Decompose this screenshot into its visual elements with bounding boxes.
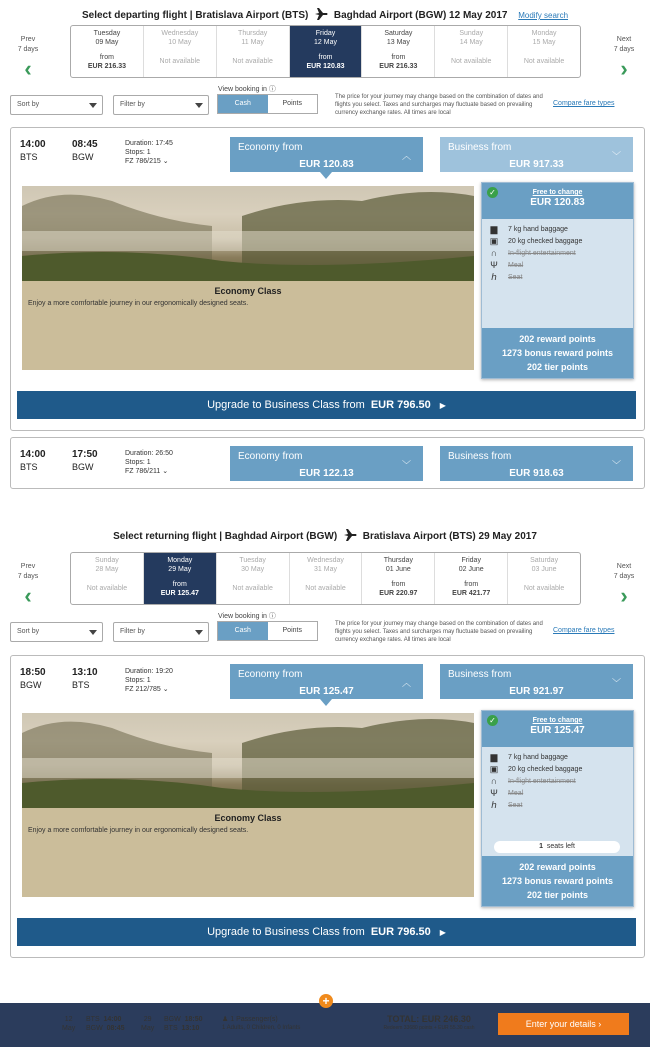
chevron-down-icon: ﹀ bbox=[401, 460, 411, 470]
date-cell: Monday 15 May Not available bbox=[523, 30, 565, 65]
economy-class-photo bbox=[22, 713, 474, 808]
economy-fare-button[interactable]: Economy from EUR 125.47 ︿ bbox=[230, 664, 423, 699]
departure-time: 14:00 BTS bbox=[20, 139, 46, 162]
feature-seat: ℎ Seat bbox=[482, 272, 633, 284]
departure-time: 14:00 BTS bbox=[20, 449, 46, 472]
filter-by-select[interactable]: Filter by bbox=[113, 622, 209, 642]
date-cell: Sunday 14 May Not available bbox=[435, 26, 508, 77]
fare-summary-panel: ✓ Free to change EUR 120.83 ▆ 7 kg hand baggage ▣ 20 kg checked baggage ∩ In-flight entertainment Ψ Meal ℎ Seat 202 reward points 1273 bonus reward points 202 tier points bbox=[481, 182, 634, 379]
prev-7-days-button[interactable]: Prev 7 days ‹ bbox=[8, 35, 48, 79]
return-date: 29 May bbox=[141, 1016, 155, 1032]
chevron-up-icon: ︿ bbox=[401, 678, 411, 688]
economy-class-box: Economy Class Enjoy a more comfortable journey in our ergonomically designed seats. bbox=[22, 808, 474, 897]
cash-toggle[interactable]: Cash bbox=[218, 95, 268, 113]
next-7-days-button[interactable]: Next 7 days › bbox=[604, 562, 644, 606]
chevron-left-icon: ‹ bbox=[24, 583, 32, 608]
economy-fare-button[interactable]: Economy from EUR 122.13 ﹀ bbox=[230, 446, 423, 481]
enter-details-button[interactable]: Enter your details › bbox=[498, 1013, 629, 1035]
check-icon: ✓ bbox=[487, 187, 498, 198]
returning-title: Select returning flight | Baghdad Airport (BGW) Bratislava Airport (BTS) 29 May 2017 bbox=[113, 531, 537, 542]
arrival-time: 17:50 BGW bbox=[72, 449, 98, 472]
economy-class-photo bbox=[22, 186, 474, 281]
chevron-left-icon: ‹ bbox=[24, 56, 32, 81]
baggage-icon: ▆ bbox=[490, 752, 498, 762]
meal-icon: Ψ bbox=[490, 788, 498, 798]
seats-left-badge: 1 seats left bbox=[494, 841, 620, 853]
chevron-down-icon: ⌄ bbox=[162, 686, 169, 693]
arrival-time: 13:10 BTS bbox=[72, 667, 98, 690]
compare-fare-types-link[interactable]: Compare fare types bbox=[553, 627, 615, 634]
caret-down-icon bbox=[195, 630, 203, 635]
outbound-date: 12 May bbox=[62, 1016, 76, 1032]
economy-class-box: Economy Class Enjoy a more comfortable journey in our ergonomically designed seats. bbox=[22, 281, 474, 370]
feature-hand-baggage: ▆ 7 kg hand baggage bbox=[490, 752, 568, 762]
headphones-icon: ∩ bbox=[490, 248, 498, 258]
departing-date-bar bbox=[70, 25, 581, 78]
business-fare-button[interactable]: Business from EUR 921.97 ﹀ bbox=[440, 664, 633, 699]
chevron-down-icon: ﹀ bbox=[611, 678, 621, 688]
flight-number-toggle[interactable]: FZ 786/215 ⌄ bbox=[125, 158, 169, 165]
plane-icon bbox=[343, 529, 357, 544]
person-icon: ♟ bbox=[222, 1016, 229, 1023]
seat-icon: ℎ bbox=[491, 272, 497, 282]
date-cell-selected[interactable]: Monday 29 May from EUR 125.47 bbox=[144, 553, 217, 604]
caret-down-icon bbox=[89, 630, 97, 635]
date-cell: Sunday 28 May Not available bbox=[71, 553, 144, 604]
caret-down-icon bbox=[89, 103, 97, 108]
chevron-up-icon: ︿ bbox=[401, 151, 411, 161]
rewards-box: 202 reward points 1273 bonus reward points 202 tier points bbox=[482, 856, 633, 906]
free-to-change-link[interactable]: Free to change bbox=[532, 189, 583, 196]
baggage-icon: ▆ bbox=[490, 224, 498, 234]
upgrade-business-button[interactable]: Upgrade to Business Class from EUR 796.50 ▶ bbox=[17, 391, 636, 419]
plane-icon bbox=[314, 8, 328, 23]
check-icon: ✓ bbox=[487, 715, 498, 726]
points-toggle[interactable]: Points bbox=[282, 100, 302, 107]
date-cell: Tuesday 30 May Not available bbox=[217, 553, 290, 604]
chevron-down-icon: ⌄ bbox=[162, 468, 169, 475]
sort-by-select[interactable]: Sort by bbox=[10, 622, 103, 642]
chevron-down-icon: ﹀ bbox=[611, 151, 621, 161]
date-cell: Thursday 11 May Not available bbox=[217, 26, 290, 77]
flight-details: Duration: 17:45 Stops: 1 FZ 786/215 ⌄ bbox=[125, 140, 173, 165]
return-route: BGW 18:50 BTS 13:10 bbox=[164, 1016, 203, 1032]
date-cell[interactable]: Friday 02 June from EUR 421.77 bbox=[435, 553, 508, 604]
filter-by-select[interactable]: Filter by bbox=[113, 95, 209, 115]
economy-fare-button[interactable]: Economy from EUR 120.83 ︿ bbox=[230, 137, 423, 172]
feature-seat: ℎ Seat bbox=[482, 800, 633, 812]
flight-number-toggle[interactable]: FZ 212/785 ⌄ bbox=[125, 686, 169, 693]
business-fare-button[interactable]: Business from EUR 917.33 ﹀ bbox=[440, 137, 633, 172]
arrival-time: 08:45 BGW bbox=[72, 139, 98, 162]
free-to-change-link[interactable]: Free to change bbox=[532, 717, 583, 724]
total-price: TOTAL: EUR 246.30 Redeem 33680 points + EUR 55.30 cash bbox=[383, 1014, 475, 1031]
date-cell-selected[interactable]: Friday 12 May from EUR 120.83 bbox=[290, 26, 363, 77]
price-notice: The price for your journey may change based on the combination of dates and flights you select. Taxes and surcharges may fluctuate based on prevailing currency exchange rates. All times are local bbox=[335, 621, 543, 643]
departure-time: 18:50 BGW bbox=[20, 667, 46, 690]
chevron-right-icon: › bbox=[620, 56, 628, 81]
date-cell[interactable]: Thursday 01 June from EUR 220.97 bbox=[362, 553, 435, 604]
modify-search-link[interactable]: Modify search bbox=[518, 11, 569, 20]
suitcase-icon: ▣ bbox=[489, 764, 499, 774]
date-cell[interactable]: Saturday 13 May from EUR 216.33 bbox=[362, 26, 435, 77]
selected-pointer bbox=[320, 699, 332, 706]
feature-entertainment: ∩ In-flight entertainment bbox=[490, 248, 576, 258]
info-icon: ⓘ bbox=[268, 86, 276, 93]
returning-date-bar bbox=[70, 552, 581, 605]
date-cell: Wednesday 10 May Not available bbox=[144, 26, 217, 77]
points-toggle[interactable]: Points bbox=[282, 627, 302, 634]
suitcase-icon: ▣ bbox=[489, 236, 499, 246]
business-fare-button[interactable]: Business from EUR 918.63 ﹀ bbox=[440, 446, 633, 481]
caret-down-icon bbox=[195, 103, 203, 108]
feature-hand-baggage: ▆ 7 kg hand baggage bbox=[490, 224, 568, 234]
next-7-days-button[interactable]: Next 7 days › bbox=[604, 35, 644, 79]
price-notice: The price for your journey may change based on the combination of dates and flights you select. Taxes and surcharges may fluctuate based on prevailing currency exchange rates. All times are local bbox=[335, 94, 543, 116]
view-booking-label: View booking in ⓘ bbox=[218, 86, 276, 93]
chevron-down-icon: ﹀ bbox=[611, 460, 621, 470]
view-booking-label: View booking in ⓘ bbox=[218, 613, 276, 620]
expand-plus-icon[interactable]: + bbox=[319, 994, 333, 1008]
info-icon: ⓘ bbox=[268, 613, 276, 620]
play-right-icon: ▶ bbox=[439, 928, 446, 937]
feature-meal: Ψ Meal bbox=[490, 788, 524, 798]
selected-pointer bbox=[320, 172, 332, 179]
prev-7-days-button[interactable]: Prev 7 days ‹ bbox=[8, 562, 48, 606]
upgrade-business-button[interactable]: Upgrade to Business Class from EUR 796.50 ▶ bbox=[17, 918, 636, 946]
rewards-box: 202 reward points 1273 bonus reward points 202 tier points bbox=[482, 328, 633, 378]
chevron-right-icon: › bbox=[598, 1019, 602, 1029]
flight-number-toggle[interactable]: FZ 786/211 ⌄ bbox=[125, 468, 169, 475]
seat-icon: ℎ bbox=[491, 800, 497, 810]
fare-summary-panel: ✓ Free to change EUR 125.47 ▆ 7 kg hand baggage ▣ 20 kg checked baggage ∩ In-flight entertainment Ψ Meal ℎ Seat 1 seats left 202 reward points 1273 bonus reward points 202 tier points bbox=[481, 710, 634, 907]
outbound-route: BTS 14:00 BGW 08:45 bbox=[86, 1016, 125, 1032]
chevron-down-icon: ⌄ bbox=[162, 158, 169, 165]
date-cell: Saturday 03 June Not available bbox=[523, 557, 565, 592]
flight-details: Duration: 26:50 Stops: 1 FZ 786/211 ⌄ bbox=[125, 450, 173, 475]
cash-toggle[interactable]: Cash bbox=[218, 622, 268, 640]
chevron-right-icon: › bbox=[620, 583, 628, 608]
play-right-icon: ▶ bbox=[439, 401, 446, 410]
date-cell: Wednesday 31 May Not available bbox=[290, 553, 363, 604]
feature-checked-baggage: ▣ 20 kg checked baggage bbox=[489, 236, 583, 246]
flight-details: Duration: 19:20 Stops: 1 FZ 212/785 ⌄ bbox=[125, 668, 173, 693]
date-cell[interactable]: Tuesday 09 May from EUR 216.33 bbox=[71, 26, 144, 77]
passenger-summary: ♟ 1 Passenger(s) 1 Adults, 0 Children, 0 Infants bbox=[222, 1016, 301, 1031]
departing-title: Select departing flight | Bratislava Airport (BTS) Baghdad Airport (BGW) 12 May 2017 Modify search bbox=[81, 10, 569, 21]
sort-by-select[interactable]: Sort by bbox=[10, 95, 103, 115]
feature-checked-baggage: ▣ 20 kg checked baggage bbox=[489, 764, 583, 774]
feature-meal: Ψ Meal bbox=[490, 260, 524, 270]
feature-entertainment: ∩ In-flight entertainment bbox=[490, 776, 576, 786]
meal-icon: Ψ bbox=[490, 260, 498, 270]
compare-fare-types-link[interactable]: Compare fare types bbox=[553, 100, 615, 107]
cash-points-toggle bbox=[217, 94, 318, 114]
headphones-icon: ∩ bbox=[490, 776, 498, 786]
cash-points-toggle bbox=[217, 621, 318, 641]
